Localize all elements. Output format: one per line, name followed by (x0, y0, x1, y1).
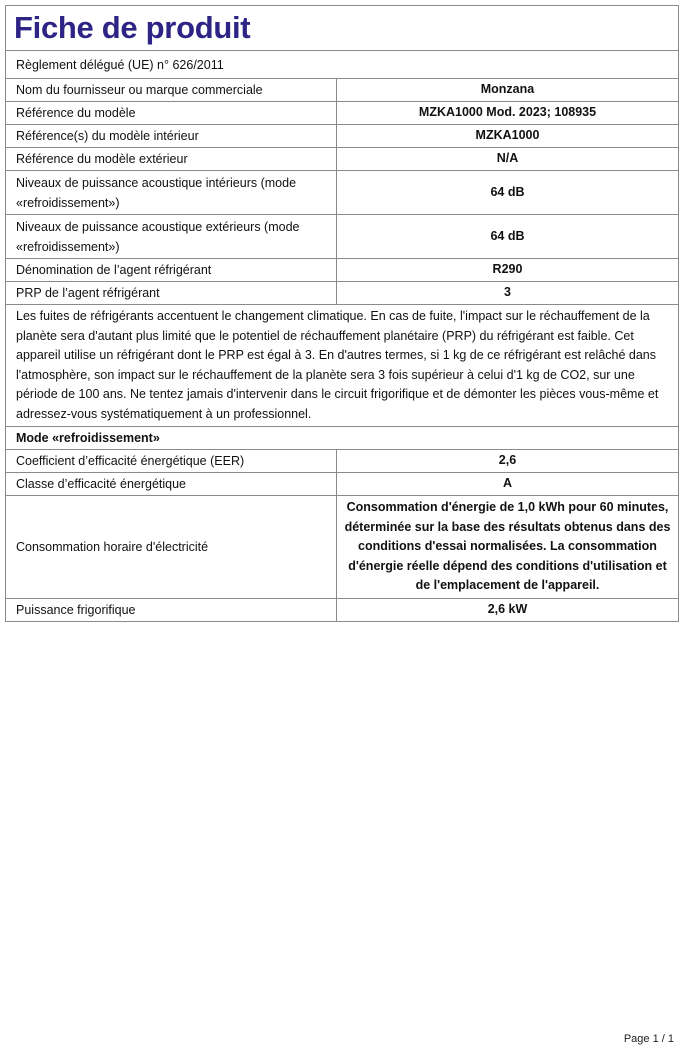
row-label: Référence(s) du modèle intérieur (16, 129, 199, 143)
table-row (6, 124, 678, 147)
row-value: MZKA1000 (336, 125, 678, 147)
regulation-reference: Règlement délégué (UE) n° 626/2011 (6, 50, 678, 78)
page-title: Fiche de produit (6, 5, 678, 50)
table-row (6, 101, 678, 124)
row-value: R290 (336, 259, 678, 281)
table-row (6, 281, 678, 304)
row-value: Consommation d'énergie de 1,0 kWh pour 60 minutes, déterminée sur la base des résultats obtenus dans des conditions d'essai normalisées. La consommation d'énergie réelle dépend des conditions d'utilisation et de l'emplacement de l'appareil. (336, 496, 678, 598)
table-row (6, 598, 678, 622)
mode-heading: Mode «refroidissement» (6, 426, 678, 449)
table-row (6, 472, 678, 495)
row-value: 2,6 (336, 450, 678, 472)
row-label: Référence du modèle extérieur (16, 152, 188, 166)
row-value: A (336, 473, 678, 495)
row-value: 64 dB (336, 171, 678, 214)
row-label: Coefficient d’efficacité énergétique (EER) (16, 454, 245, 468)
row-label: PRP de l’agent réfrigérant (16, 286, 160, 300)
table-row (6, 495, 678, 598)
table-row (6, 258, 678, 281)
row-label: Puissance frigorifique (16, 603, 136, 617)
table-row (6, 449, 678, 472)
refrigerant-notice: Les fuites de réfrigérants accentuent le changement climatique. En cas de fuite, l'impact sur le réchauffement de la planète sera d'autant plus limité que le potentiel de réchauffement planétaire (PRP) du réfrigérant est faible. Cet appareil utilise un réfrigérant dont le PRP est égal à 3. En d'autres termes, si 1 kg de ce réfrigérant est relâché dans l'atmosphère, son impact sur le réchauffement de la planète sera 3 fois supérieur à celui d'1 kg de CO2, sur une période de 100 ans. Ne tentez jamais d'intervenir dans le circuit frigorifique et de démonter les pièces vous-même et adressez-vous systématiquement à un professionnel. (6, 304, 678, 426)
row-value: 64 dB (336, 215, 678, 258)
page-number: Page 1 / 1 (623, 1033, 674, 1045)
row-value: MZKA1000 Mod. 2023; 108935 (336, 102, 678, 124)
table-row (6, 214, 678, 258)
row-label: Référence du modèle (16, 106, 136, 120)
row-value: N/A (336, 148, 678, 170)
table-row (6, 78, 678, 101)
product-sheet-table (5, 5, 679, 622)
row-value: 2,6 kW (336, 599, 678, 621)
row-value: 3 (336, 282, 678, 304)
row-label: Niveaux de puissance acoustique extérieurs (mode «refroidissement») (16, 219, 300, 254)
row-label: Dénomination de l’agent réfrigérant (16, 263, 212, 277)
row-label: Consommation horaire d'électricité (16, 540, 209, 554)
table-row (6, 170, 678, 214)
row-label: Nom du fournisseur ou marque commerciale (16, 83, 263, 97)
row-label: Niveaux de puissance acoustique intérieurs (mode «refroidissement») (16, 175, 297, 210)
row-label: Classe d’efficacité énergétique (16, 477, 187, 491)
table-row (6, 147, 678, 170)
row-value: Monzana (336, 79, 678, 101)
